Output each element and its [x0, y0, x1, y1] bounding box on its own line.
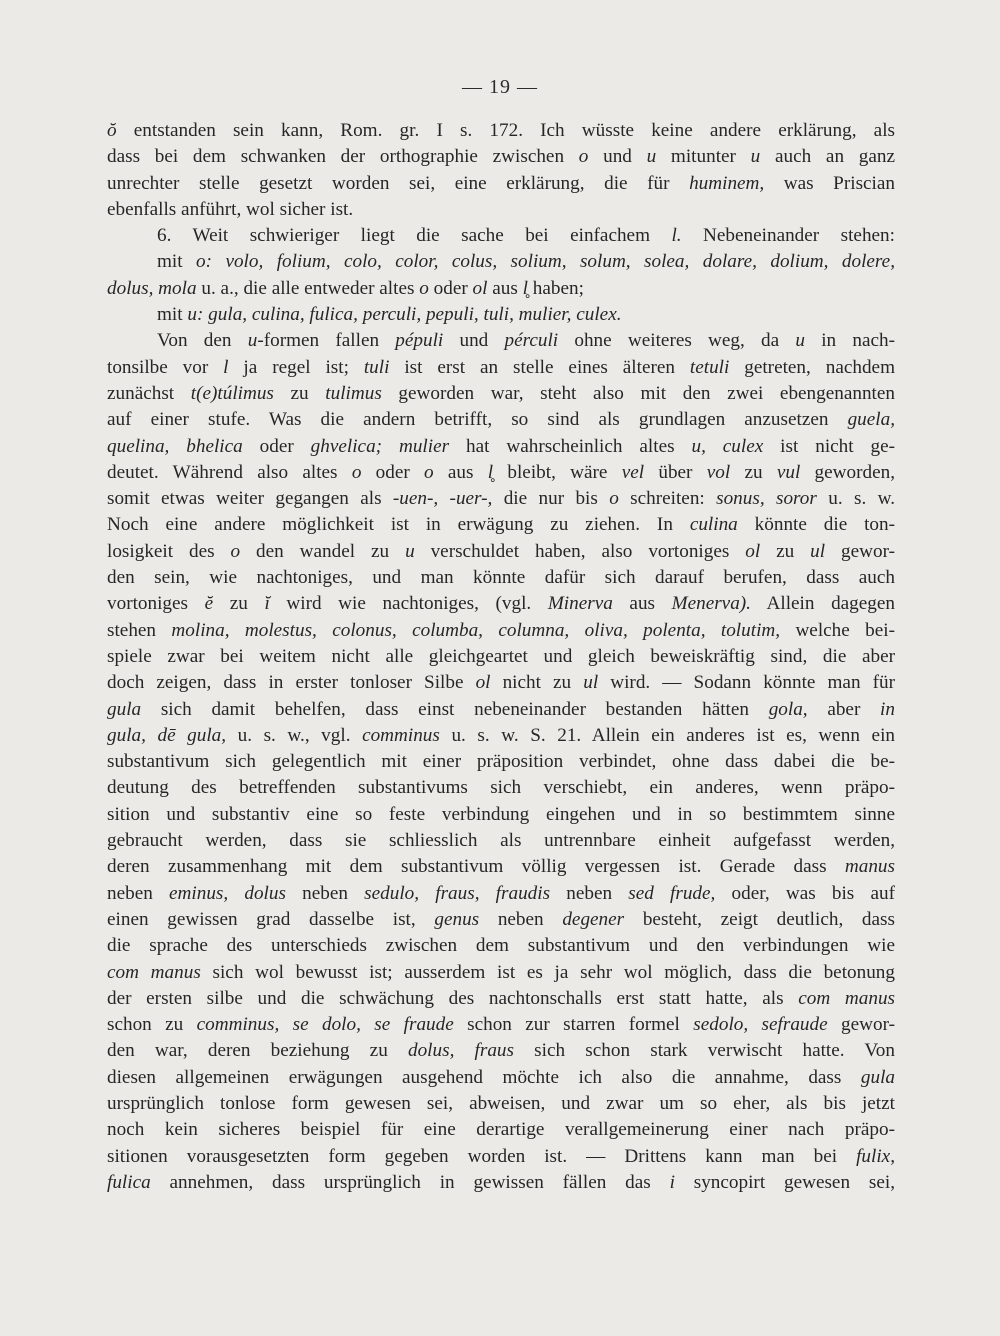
- text-run: oder: [242, 435, 311, 457]
- italic-text: u: [247, 330, 258, 352]
- text-run: deren zusammenhang mit dem substantivum völlig vergessen ist. Gerade dass: [107, 856, 845, 878]
- text-run: diesen allgemeinen erwägungen ausgehend möchte ich also die annahme, dass: [107, 1066, 861, 1088]
- italic-text: degener: [562, 908, 625, 930]
- text-line: [107, 407, 895, 433]
- text-run: deutet. Während also altes: [107, 461, 352, 483]
- text-run: bleibt, wäre: [493, 461, 622, 483]
- italic-text: genus: [434, 908, 480, 930]
- text-run: 6. Weit schwieriger liegt die sache bei einfachem: [157, 225, 672, 247]
- body-text: [107, 118, 895, 1196]
- text-run: sich wol bewusst ist; ausserdem ist es ja sehr wol möglich, dass die betonung: [200, 961, 895, 983]
- text-run: sition und substantiv eine so feste verbindung eingehen und in so bestimmtem sinne: [107, 803, 895, 825]
- italic-text: ĭ: [264, 593, 270, 615]
- text-run: annehmen, dass ursprünglich in gewissen fällen das: [150, 1171, 670, 1193]
- text-run: der ersten silbe und die schwächung des nachtonschalls erst statt hatte, als: [107, 987, 799, 1009]
- text-run: neben: [479, 908, 563, 930]
- text-run: geworden war, steht also mit den zwei ebengenannten: [381, 382, 895, 404]
- text-run: mit: [157, 251, 197, 273]
- text-run: sitionen vorausgesetzten form gegeben worden ist. — Drittens kann man bei: [107, 1145, 857, 1167]
- italic-text: ol: [745, 540, 761, 562]
- text-run: Von den: [157, 330, 248, 352]
- italic-text: fulix,: [856, 1145, 895, 1167]
- text-run: losigkeit des: [107, 540, 231, 562]
- italic-text: comminus: [362, 724, 440, 746]
- text-run: zu: [760, 540, 811, 562]
- italic-text: gola,: [768, 698, 808, 720]
- text-run: aus: [433, 461, 488, 483]
- italic-text: tulimus: [325, 382, 382, 404]
- italic-text: o: [609, 488, 619, 510]
- text-run: doch zeigen, dass in erster tonloser Silbe: [107, 672, 476, 694]
- text-line: [107, 1012, 895, 1038]
- italic-text: u: [405, 540, 415, 562]
- text-run: substantivum sich gelegentlich mit einer präposition verbindet, ohne dass dabei die be-: [107, 751, 895, 773]
- text-run: einen gewissen grad dasselbe ist,: [107, 908, 435, 930]
- text-run: ja regel ist;: [228, 356, 364, 378]
- text-run: in nach-: [804, 330, 895, 352]
- text-run: Nebeneinander stehen:: [681, 225, 895, 247]
- italic-text: sedulo, fraus, fraudis: [364, 882, 551, 904]
- text-run: welche bei-: [780, 619, 895, 641]
- text-line: [107, 802, 895, 828]
- text-run: gebraucht werden, dass sie schliesslich als untrennbare einheit aufgefasst werden,: [107, 830, 895, 852]
- text-run: gewor-: [827, 1014, 895, 1036]
- page-number: — 19 —: [462, 76, 538, 98]
- text-run: vortoniges: [107, 593, 205, 615]
- text-line: [107, 328, 895, 354]
- italic-text: molina, molestus, colonus, columba, columna, oliva, polenta, tolutim,: [171, 619, 781, 641]
- text-line: [107, 828, 895, 854]
- italic-text: o: [578, 146, 589, 168]
- text-line: [107, 171, 895, 197]
- italic-text: gula: [107, 698, 142, 720]
- italic-text: com manus: [107, 961, 201, 983]
- text-run: unrechter stelle gesetzt worden sei, eine erklärung, die für: [107, 172, 690, 194]
- italic-text: l.: [671, 225, 682, 247]
- text-run: aus: [612, 593, 672, 615]
- italic-text: gula: [860, 1066, 895, 1088]
- text-run: dass bei dem schwanken der orthographie zwischen: [107, 146, 579, 168]
- italic-text: pérculi: [504, 330, 559, 352]
- text-run: mitunter: [656, 146, 751, 168]
- text-line: [107, 512, 895, 538]
- text-line: [107, 1038, 895, 1064]
- text-line: [107, 960, 895, 986]
- italic-text: in: [880, 698, 895, 720]
- italic-text: tuli: [363, 356, 390, 378]
- italic-text: o: volo, folium, colo, color, colus, solium, solum, solea, dolare, dolium, dolere,: [196, 251, 895, 273]
- italic-text: u, culex: [691, 435, 764, 457]
- text-line: [107, 434, 895, 460]
- text-run: verschuldet haben, also vortoniges: [414, 540, 746, 562]
- text-line: [107, 144, 895, 170]
- italic-text: u: [795, 330, 805, 352]
- italic-text: o: [230, 540, 241, 562]
- italic-text: l̥: [487, 461, 494, 483]
- italic-text: eminus, dolus: [169, 882, 286, 904]
- text-line: [107, 907, 895, 933]
- text-line: [107, 697, 895, 723]
- text-run: tonsilbe vor: [107, 356, 224, 378]
- text-line: [107, 486, 895, 512]
- text-run: somit etwas weiter gegangen als: [107, 488, 393, 510]
- text-line: [107, 1117, 895, 1143]
- italic-text: culina: [689, 514, 738, 536]
- text-run: oder: [428, 277, 473, 299]
- text-run: neben: [285, 882, 365, 904]
- text-run: haben;: [528, 277, 584, 299]
- italic-text: dolus, fraus: [407, 1040, 514, 1062]
- text-run: was Priscian: [764, 172, 895, 194]
- text-run: ist nicht ge-: [763, 435, 895, 457]
- text-run: u. s. w.: [816, 488, 895, 510]
- text-run: sich schon stark verwischt hatte. Von: [514, 1040, 895, 1062]
- text-run: die nur bis: [492, 488, 610, 510]
- text-run: stehen: [107, 619, 172, 641]
- text-run: aber: [807, 698, 881, 720]
- text-line: [107, 460, 895, 486]
- text-run: den war, deren beziehung zu: [107, 1040, 408, 1062]
- text-line: [107, 854, 895, 880]
- text-run: zu: [273, 382, 326, 404]
- italic-text: tetuli: [689, 356, 730, 378]
- italic-text: gula, dē gula,: [107, 724, 227, 746]
- text-run: hat wahrscheinlich altes: [449, 435, 692, 457]
- text-line: [107, 670, 895, 696]
- italic-text: l: [223, 356, 229, 378]
- text-line: [107, 881, 895, 907]
- text-run: ohne weiteres weg, da: [558, 330, 796, 352]
- italic-text: ĕ: [204, 593, 214, 615]
- text-run: den sein, wie nachtoniges, und man könnte dafür sich darauf berufen, dass auch: [107, 567, 895, 589]
- text-run: schreiten:: [618, 488, 717, 510]
- italic-text: t(e)túlimus: [190, 382, 274, 404]
- text-run: besteht, zeigt deutlich, dass: [624, 908, 895, 930]
- text-run: spiele zwar bei weitem nicht alle gleichgeartet und gleich beweiskräftig sind, die aber: [107, 645, 895, 667]
- text-run: ist erst an stelle eines älteren: [389, 356, 690, 378]
- text-run: wird. — Sodann könnte man für: [598, 672, 895, 694]
- italic-text: dolus, mola: [107, 277, 197, 299]
- text-line: [107, 1091, 895, 1117]
- italic-text: comminus, se dolo, se fraude: [196, 1014, 454, 1036]
- text-line: [107, 539, 895, 565]
- text-run: deutung des betreffenden substantivums sich verschiebt, ein anderes, wenn präpo-: [107, 777, 895, 799]
- text-run: zu: [730, 461, 777, 483]
- text-run: und: [588, 146, 647, 168]
- text-run: schon zur starren formel: [453, 1014, 694, 1036]
- text-line: [107, 749, 895, 775]
- text-line: [107, 591, 895, 617]
- italic-text: huminem,: [689, 172, 765, 194]
- text-run: mit: [157, 304, 188, 326]
- italic-text: com manus: [798, 987, 895, 1009]
- text-run: Noch eine andere möglichkeit ist in erwägung zu ziehen. In: [107, 514, 690, 536]
- text-line: [107, 118, 895, 144]
- italic-text: -uen-, -uer-,: [392, 488, 493, 510]
- italic-text: ul: [583, 672, 599, 694]
- text-line: [107, 355, 895, 381]
- italic-text: sedolo, sefraude: [693, 1014, 828, 1036]
- italic-text: u: [750, 146, 761, 168]
- text-line: [107, 986, 895, 1012]
- italic-text: ol: [472, 277, 488, 299]
- text-run: zunächst: [107, 382, 191, 404]
- text-run: u. a., die alle entweder altes: [196, 277, 420, 299]
- italic-text: ul: [810, 540, 826, 562]
- text-run: ebenfalls anführt, wol sicher ist.: [107, 198, 354, 220]
- text-run: geworden,: [800, 461, 895, 483]
- text-run: -formen fallen: [257, 330, 396, 352]
- italic-text: Menerva).: [671, 593, 751, 615]
- italic-text: fulica: [107, 1171, 151, 1193]
- text-run: aus: [487, 277, 523, 299]
- text-line: [107, 1144, 895, 1170]
- text-run: über: [644, 461, 707, 483]
- text-line: [107, 775, 895, 801]
- italic-text: o: [351, 461, 362, 483]
- italic-text: manus: [844, 856, 895, 878]
- text-run: die sprache des unterschieds zwischen dem substantivum und den verbindungen wie: [107, 935, 895, 957]
- text-line: [107, 302, 895, 328]
- italic-text: o: [424, 461, 434, 483]
- text-run: sich damit behelfen, dass einst nebeneinander bestanden hätten: [141, 698, 769, 720]
- text-line: [107, 618, 895, 644]
- text-run: getreten, nachdem: [729, 356, 895, 378]
- text-run: auch an ganz: [760, 146, 895, 168]
- text-run: nicht zu: [490, 672, 584, 694]
- italic-text: vel: [621, 461, 645, 483]
- italic-text: vul: [776, 461, 801, 483]
- italic-text: ol: [475, 672, 491, 694]
- text-run: entstanden sein kann, Rom. gr. I s. 172. Ich wüsste keine andere erklärung, als: [116, 120, 895, 141]
- italic-text: Minerva: [547, 593, 613, 615]
- text-line: [107, 249, 895, 275]
- text-line: [107, 197, 895, 223]
- text-run: noch kein sicheres beispiel für eine derartige verallgemeinerung einer nach präpo-: [107, 1119, 895, 1141]
- italic-text: ŏ: [107, 120, 117, 141]
- text-run: wird wie nachtoniges, (vgl.: [269, 593, 548, 615]
- text-run: oder, was bis auf: [715, 882, 895, 904]
- text-run: auf einer stufe. Was die andern betrifft, so sind als grundlagen anzusetzen: [107, 409, 848, 431]
- text-run: neben: [550, 882, 629, 904]
- italic-text: vol: [706, 461, 731, 483]
- text-run: ursprünglich tonlose form gewesen sei, abweisen, und zwar um so eher, als bis jetzt: [107, 1092, 895, 1114]
- text-line: [107, 1065, 895, 1091]
- text-run: u. s. w., vgl.: [226, 724, 363, 746]
- italic-text: ghvelica; mulier: [310, 435, 450, 457]
- italic-text: sed frude,: [628, 882, 716, 904]
- text-run: und: [443, 330, 505, 352]
- text-run: u. s. w. S. 21. Allein ein anderes ist es, wenn ein: [439, 724, 895, 746]
- italic-text: u: gula, culina, fulica, perculi, pepuli, tuli, mulier, culex.: [187, 304, 622, 326]
- text-run: oder: [361, 461, 425, 483]
- text-line: [107, 381, 895, 407]
- italic-text: i: [669, 1171, 675, 1193]
- italic-text: u: [646, 146, 657, 168]
- text-line: [107, 565, 895, 591]
- italic-text: guela,: [847, 409, 895, 431]
- text-run: zu: [213, 593, 265, 615]
- text-run: syncopirt gewesen sei,: [674, 1171, 895, 1193]
- text-line: [107, 223, 895, 249]
- text-line: [107, 1170, 895, 1196]
- italic-text: pépuli: [395, 330, 444, 352]
- text-run: den wandel zu: [240, 540, 406, 562]
- text-line: [107, 276, 895, 302]
- text-run: könnte die ton-: [737, 514, 895, 536]
- text-line: [107, 723, 895, 749]
- italic-text: l̥: [522, 277, 528, 299]
- text-line: [107, 644, 895, 670]
- italic-text: sonus, soror: [716, 488, 817, 510]
- text-run: schon zu: [107, 1014, 197, 1036]
- text-run: Allein dagegen: [750, 593, 895, 615]
- text-run: neben: [107, 882, 170, 904]
- text-run: gewor-: [825, 540, 895, 562]
- italic-text: quelina, bhelica: [107, 435, 243, 457]
- text-line: [107, 933, 895, 959]
- italic-text: o: [419, 277, 429, 299]
